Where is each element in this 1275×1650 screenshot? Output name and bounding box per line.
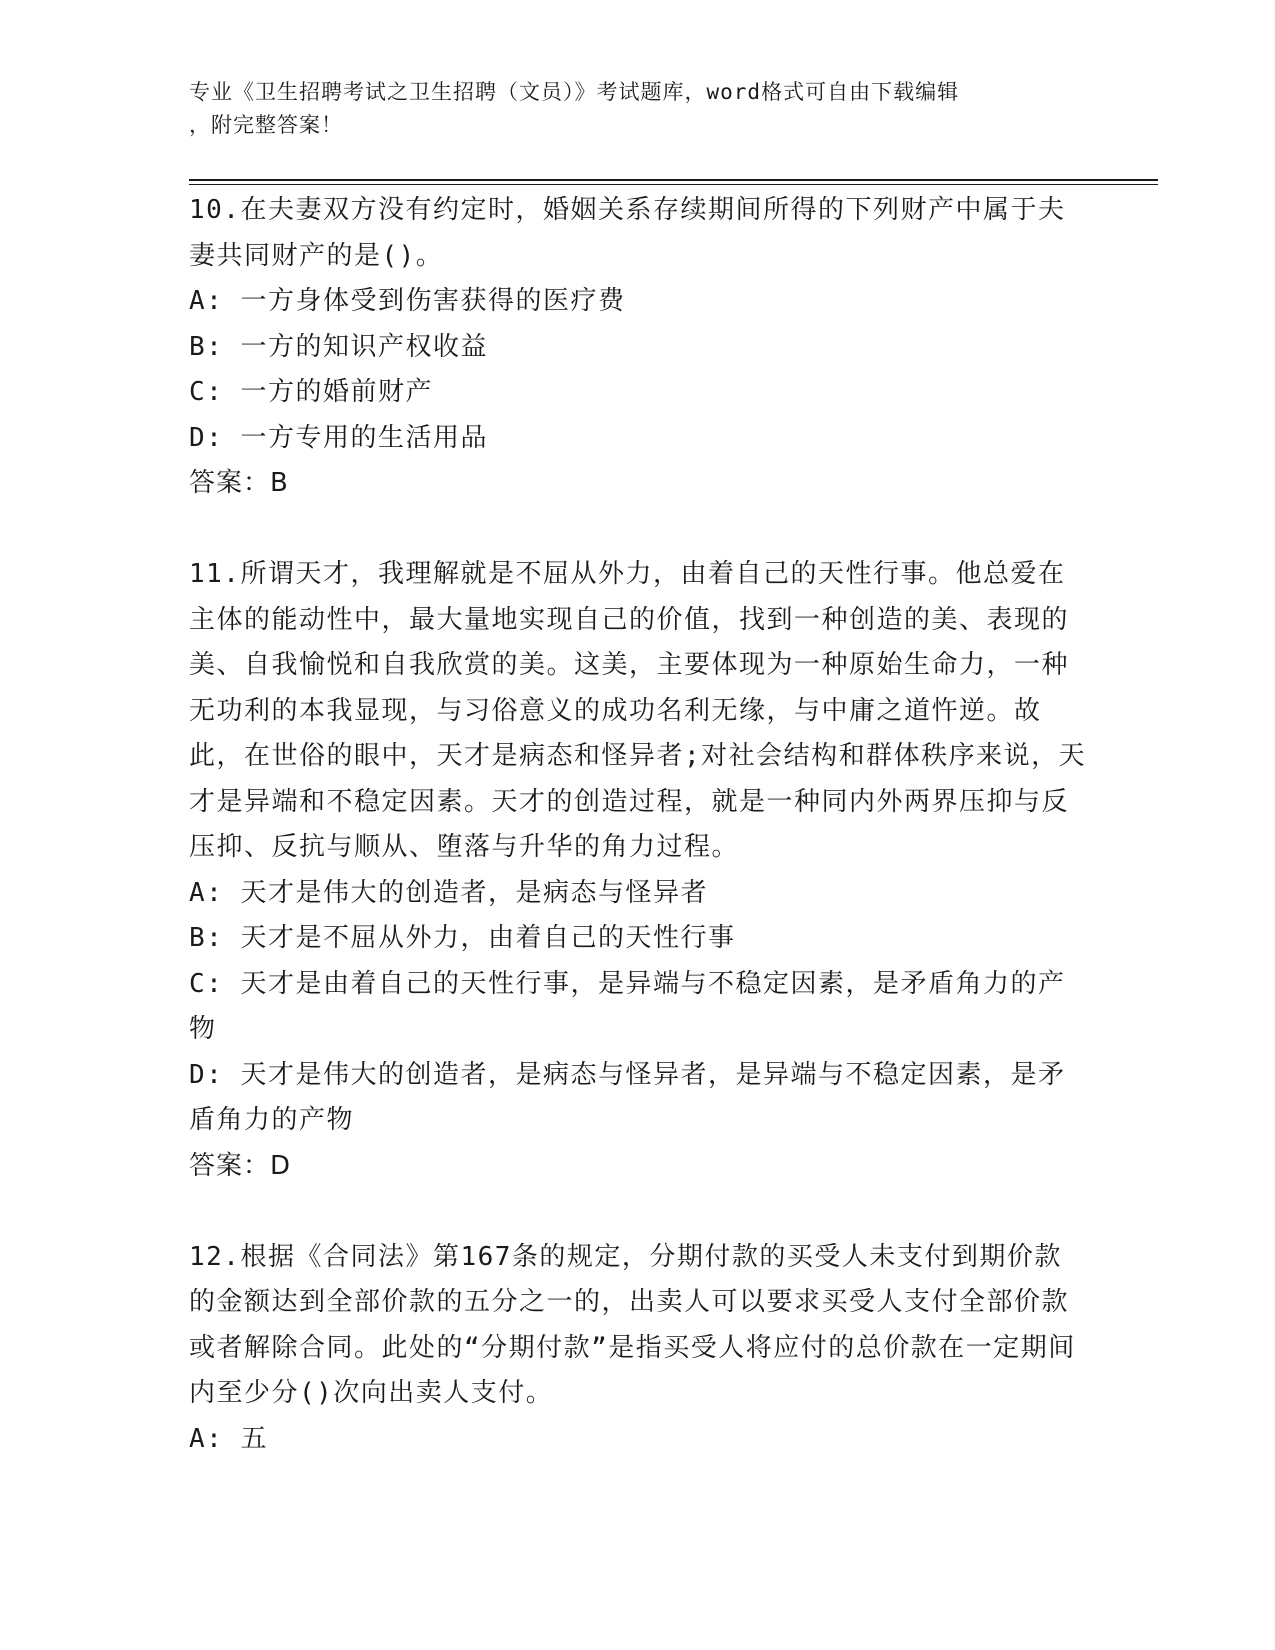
header-divider (189, 179, 1158, 181)
option-d: D: 一方专用的生活用品 (189, 422, 488, 453)
question-stem: 11.所谓天才，我理解就是不屈从外力，由着自己的天性行事。他总爱在主体的能动性中，最大量地实现自己的价值，找到一种创造的美、表现的美、自我愉悦和自我欣赏的美。这美，主要体现为一种原始生命力，一种无功利的本我显现，与习俗意义的成功名利无缘，与中庸之道忤逆。故此，在世俗的眼中，天才是病态和怪异者;对社会结构和群体秩序来说，天才是异端和不稳定因素。天才的创造过程，就是一种同内外两界压抑与反压抑、反抗与顺从、堕落与升华的角力过程。 (189, 559, 1087, 862)
option-a: A: 五 (189, 1423, 268, 1454)
question-11 (189, 552, 1089, 1189)
question-12 (189, 1235, 1089, 1463)
question-list (189, 188, 1089, 1462)
question-spacer (189, 507, 1089, 553)
page-header (189, 76, 1089, 142)
question-stem: 12.根据《合同法》第167条的规定，分期付款的买受人未支付到期价款的金额达到全部价款的五分之一的，出卖人可以要求买受人支付全部价款或者解除合同。此处的“分期付款”是指买受人将应付的总价款在一定期间内至少分()次向出卖人支付。 (189, 1241, 1076, 1408)
option-a: A: 一方身体受到伤害获得的医疗费 (189, 286, 626, 316)
option-d: D: 天才是伟大的创造者，是病态与怪异者，是异端与不稳定因素，是矛盾角力的产物 (189, 1059, 1066, 1135)
question-10 (189, 188, 1089, 507)
question-stem: 10.在夫妻双方没有约定时，婚姻关系存续期间所得的下列财产中属于夫妻共同财产的是()。 (189, 195, 1066, 271)
option-a: A: 天才是伟大的创造者，是病态与怪异者 (189, 877, 708, 908)
answer: 答案：B (189, 468, 289, 498)
header-divider-thin (189, 184, 1158, 185)
option-b: B: 一方的知识产权收益 (189, 331, 488, 362)
option-c: C: 一方的婚前财产 (189, 377, 433, 407)
question-spacer (189, 1189, 1089, 1235)
option-c: C: 天才是由着自己的天性行事，是异端与不稳定因素，是矛盾角力的产物 (189, 968, 1066, 1044)
answer: 答案：D (189, 1150, 292, 1181)
option-b: B: 天才是不屈从外力，由着自己的天性行事 (189, 923, 736, 953)
header-line-1: 专业《卫生招聘考试之卫生招聘（文员）》考试题库，word格式可自由下载编辑 (189, 80, 960, 104)
header-line-2: ，附完整答案！ (189, 113, 343, 137)
